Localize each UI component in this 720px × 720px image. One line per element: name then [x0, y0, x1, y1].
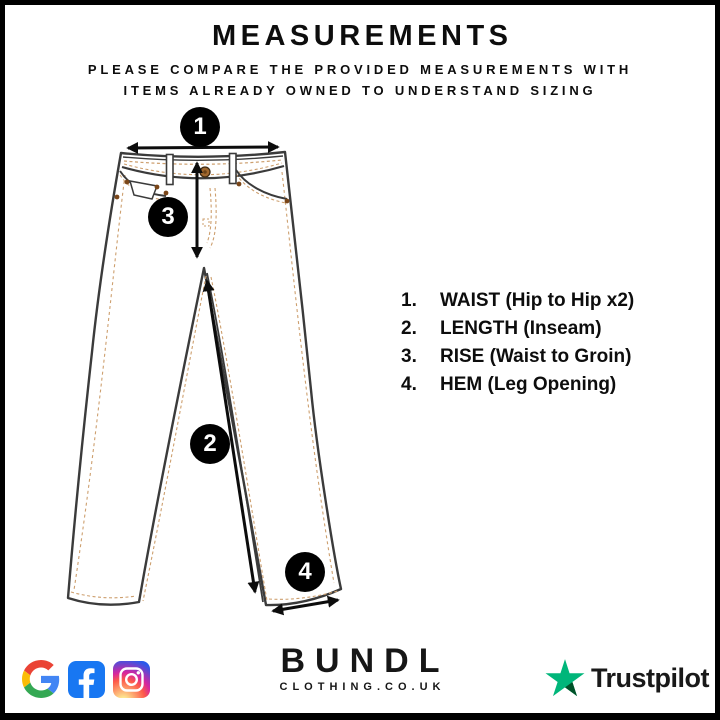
marker-3-rise: [148, 197, 188, 237]
rivet: [155, 185, 160, 190]
jeans-silhouette: [68, 152, 341, 605]
legend-item-rise: [401, 343, 634, 371]
marker-3-label: 3: [161, 203, 175, 230]
marker-4-hem: [285, 552, 325, 592]
brand-domain: CLOTHING.CO.UK: [279, 681, 446, 693]
trustpilot-wordmark: Trustpilot: [591, 662, 709, 693]
legend-label-2: LENGTH (Inseam): [440, 318, 602, 339]
legend-label-1: WAIST (Hip to Hip x2): [440, 290, 635, 311]
trustpilot-star-icon: [544, 658, 586, 698]
marker-2-length: [190, 424, 230, 464]
brand-name: BUNDL: [280, 642, 450, 680]
legend-label-3: RISE (Waist to Groin): [440, 346, 632, 367]
rivet: [285, 199, 290, 204]
marker-1-waist: [180, 107, 220, 147]
legend-item-waist: [401, 287, 634, 315]
trustpilot-logo: [544, 658, 709, 698]
legend-label-4: HEM (Leg Opening): [440, 374, 617, 395]
belt-loop-left: [167, 155, 174, 185]
legend-item-length: [401, 315, 634, 343]
legend-num-1: 1.: [401, 290, 417, 311]
rivet: [115, 195, 120, 200]
marker-1-label: 1: [193, 113, 207, 140]
waist-measure-arrow: [128, 147, 278, 148]
rivet: [164, 191, 169, 196]
legend-num-2: 2.: [401, 318, 417, 339]
subtitle-line-1: PLEASE COMPARE THE PROVIDED MEASUREMENTS WITH: [87, 62, 633, 77]
rivet: [125, 180, 130, 185]
legend-item-hem: [401, 371, 634, 399]
measurement-legend: [401, 287, 634, 399]
page-title: MEASUREMENTS: [211, 20, 513, 52]
belt-loop-right: [230, 154, 237, 184]
legend-num-3: 3.: [401, 346, 417, 367]
legend-num-4: 4.: [401, 374, 417, 395]
subtitle-line-2: ITEMS ALREADY OWNED TO UNDERSTAND SIZING: [123, 83, 597, 98]
rivet: [237, 182, 242, 187]
marker-4-label: 4: [298, 558, 312, 585]
marker-2-label: 2: [203, 430, 217, 457]
